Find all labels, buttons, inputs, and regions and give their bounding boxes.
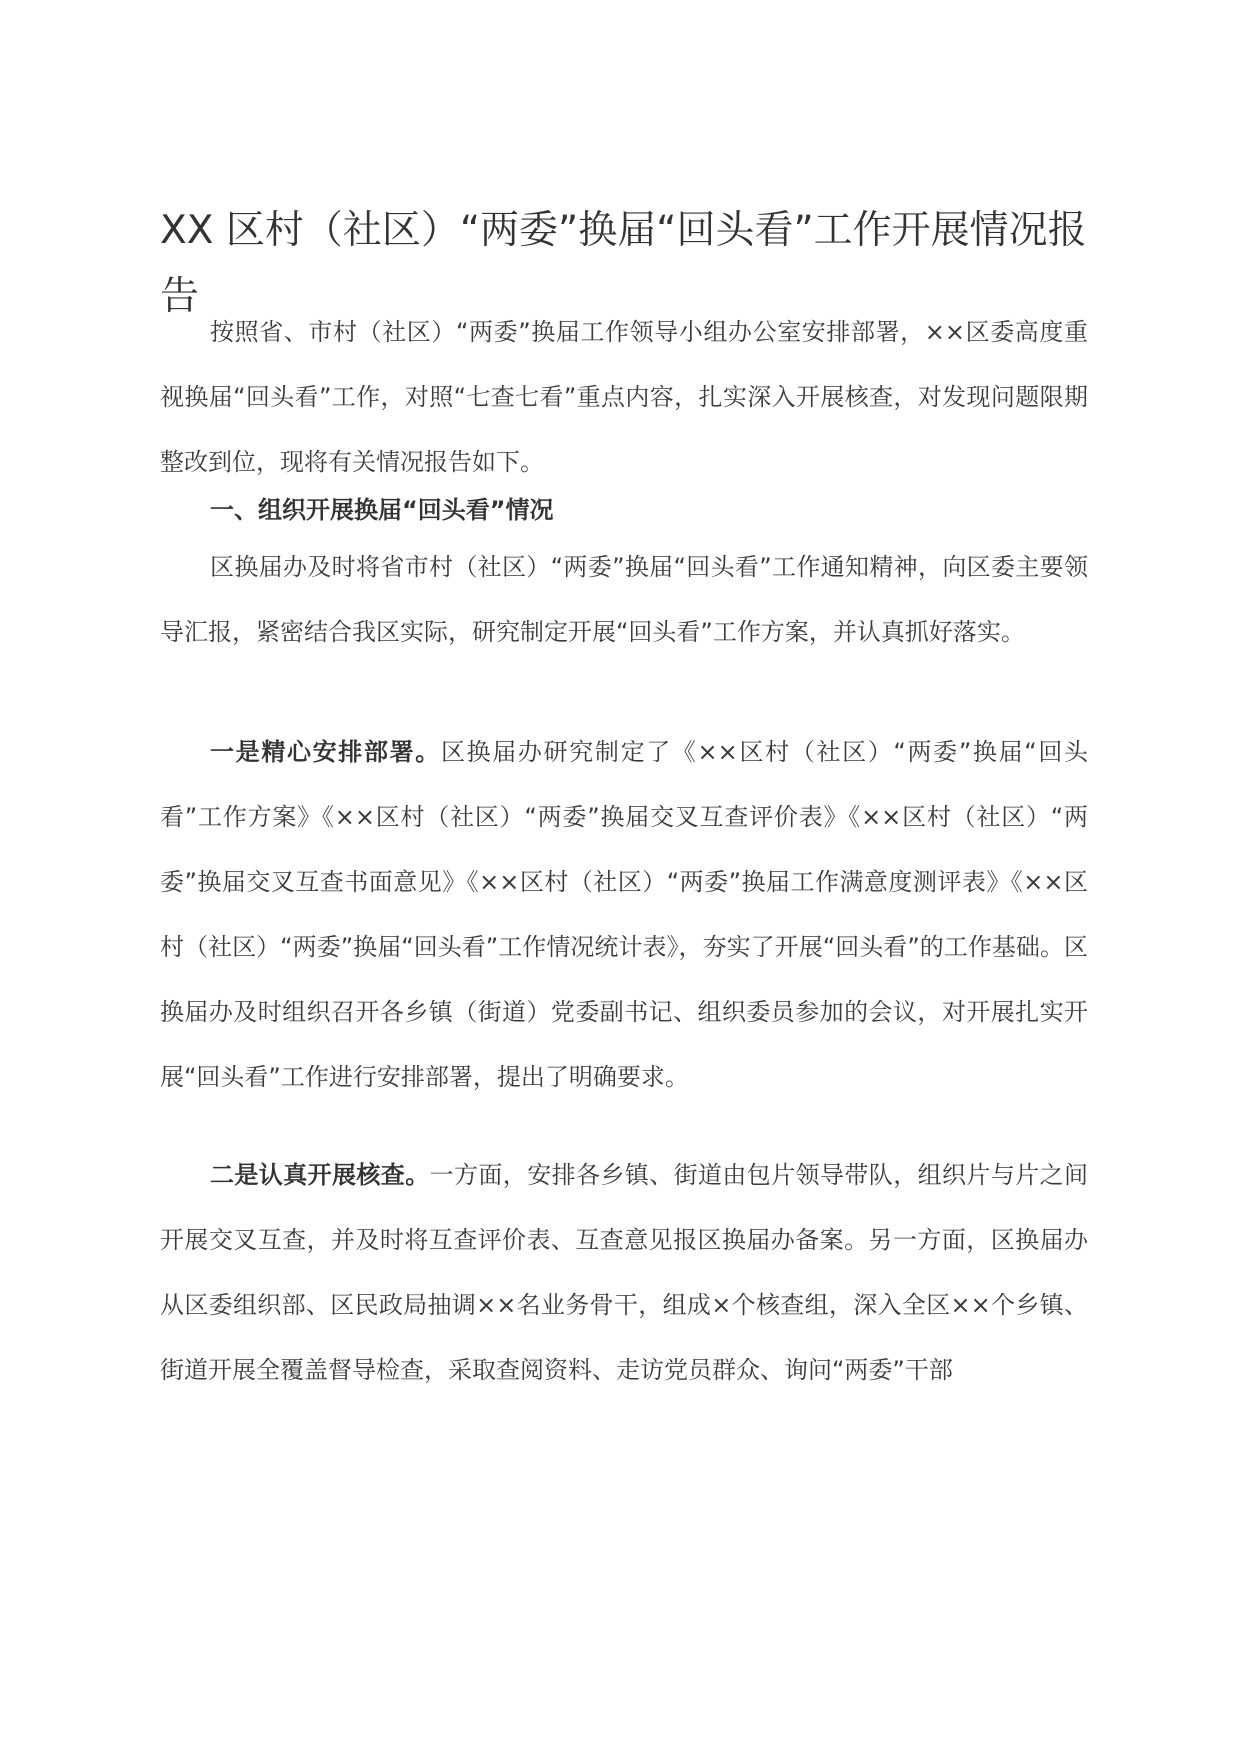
point-lead-1: 一是精心安排部署。 — [210, 738, 441, 766]
section-paragraph: 区换届办及时将省市村（社区）“两委”换届“回头看”工作通知精神，向区委主要领导汇报，紧密结合我区实际，研究制定开展“回头看”工作方案，并认真抓好落实。 — [160, 553, 1088, 646]
point-body-2: 一方面，安排各乡镇、街道由包片领导带队，组织片与片之间开展交叉互查，并及时将互查评价表、互查意见报区换届办备案。另一方面，区换届办从区委组织部、区民政局抽调××名业务骨干，组成×个核查组，深入全区××个乡镇、街道开展全覆盖督导检查，采取查阅资料、走访党员群众、询问“两委”干部 — [160, 1161, 1089, 1384]
intro-paragraph: 按照省、市村（社区）“两委”换届工作领导小组办公室安排部署，××区委高度重视换届“回头看”工作，对照“七查七看”重点内容，扎实深入开展核查，对发现问题限期整改到位，现将有关情况报告如下。 — [160, 318, 1088, 476]
point-body-1: 区换届办研究制定了《××区村（社区）“两委”换届“回头看”工作方案》《××区村（社区）“两委”换届交叉互查评价表》《××区村（社区）“两委”换届交叉互查书面意见》《××区村（社区）“两委”换届工作满意度测评表》《××区村（社区）“两委”换届“回头看”工作情况统计表》，夯实了开展“回头看”的工作基础。区换届办及时组织召开各乡镇（街道）党委副书记、组织委员参加的会议，对开展扎实开展“回头看”工作进行安排部署，提出了明确要求。 — [160, 738, 1088, 1091]
point-paragraph-2 — [160, 1143, 1088, 1403]
point-lead-2: 二是认真开展核查。 — [210, 1161, 430, 1189]
document-title: XX 区村（社区）“两委”换届“回头看”工作开展情况报告 — [160, 208, 1087, 319]
section-heading: 一、组织开展换届“回头看”情况 — [210, 496, 554, 524]
point-paragraph-1 — [160, 720, 1088, 1110]
